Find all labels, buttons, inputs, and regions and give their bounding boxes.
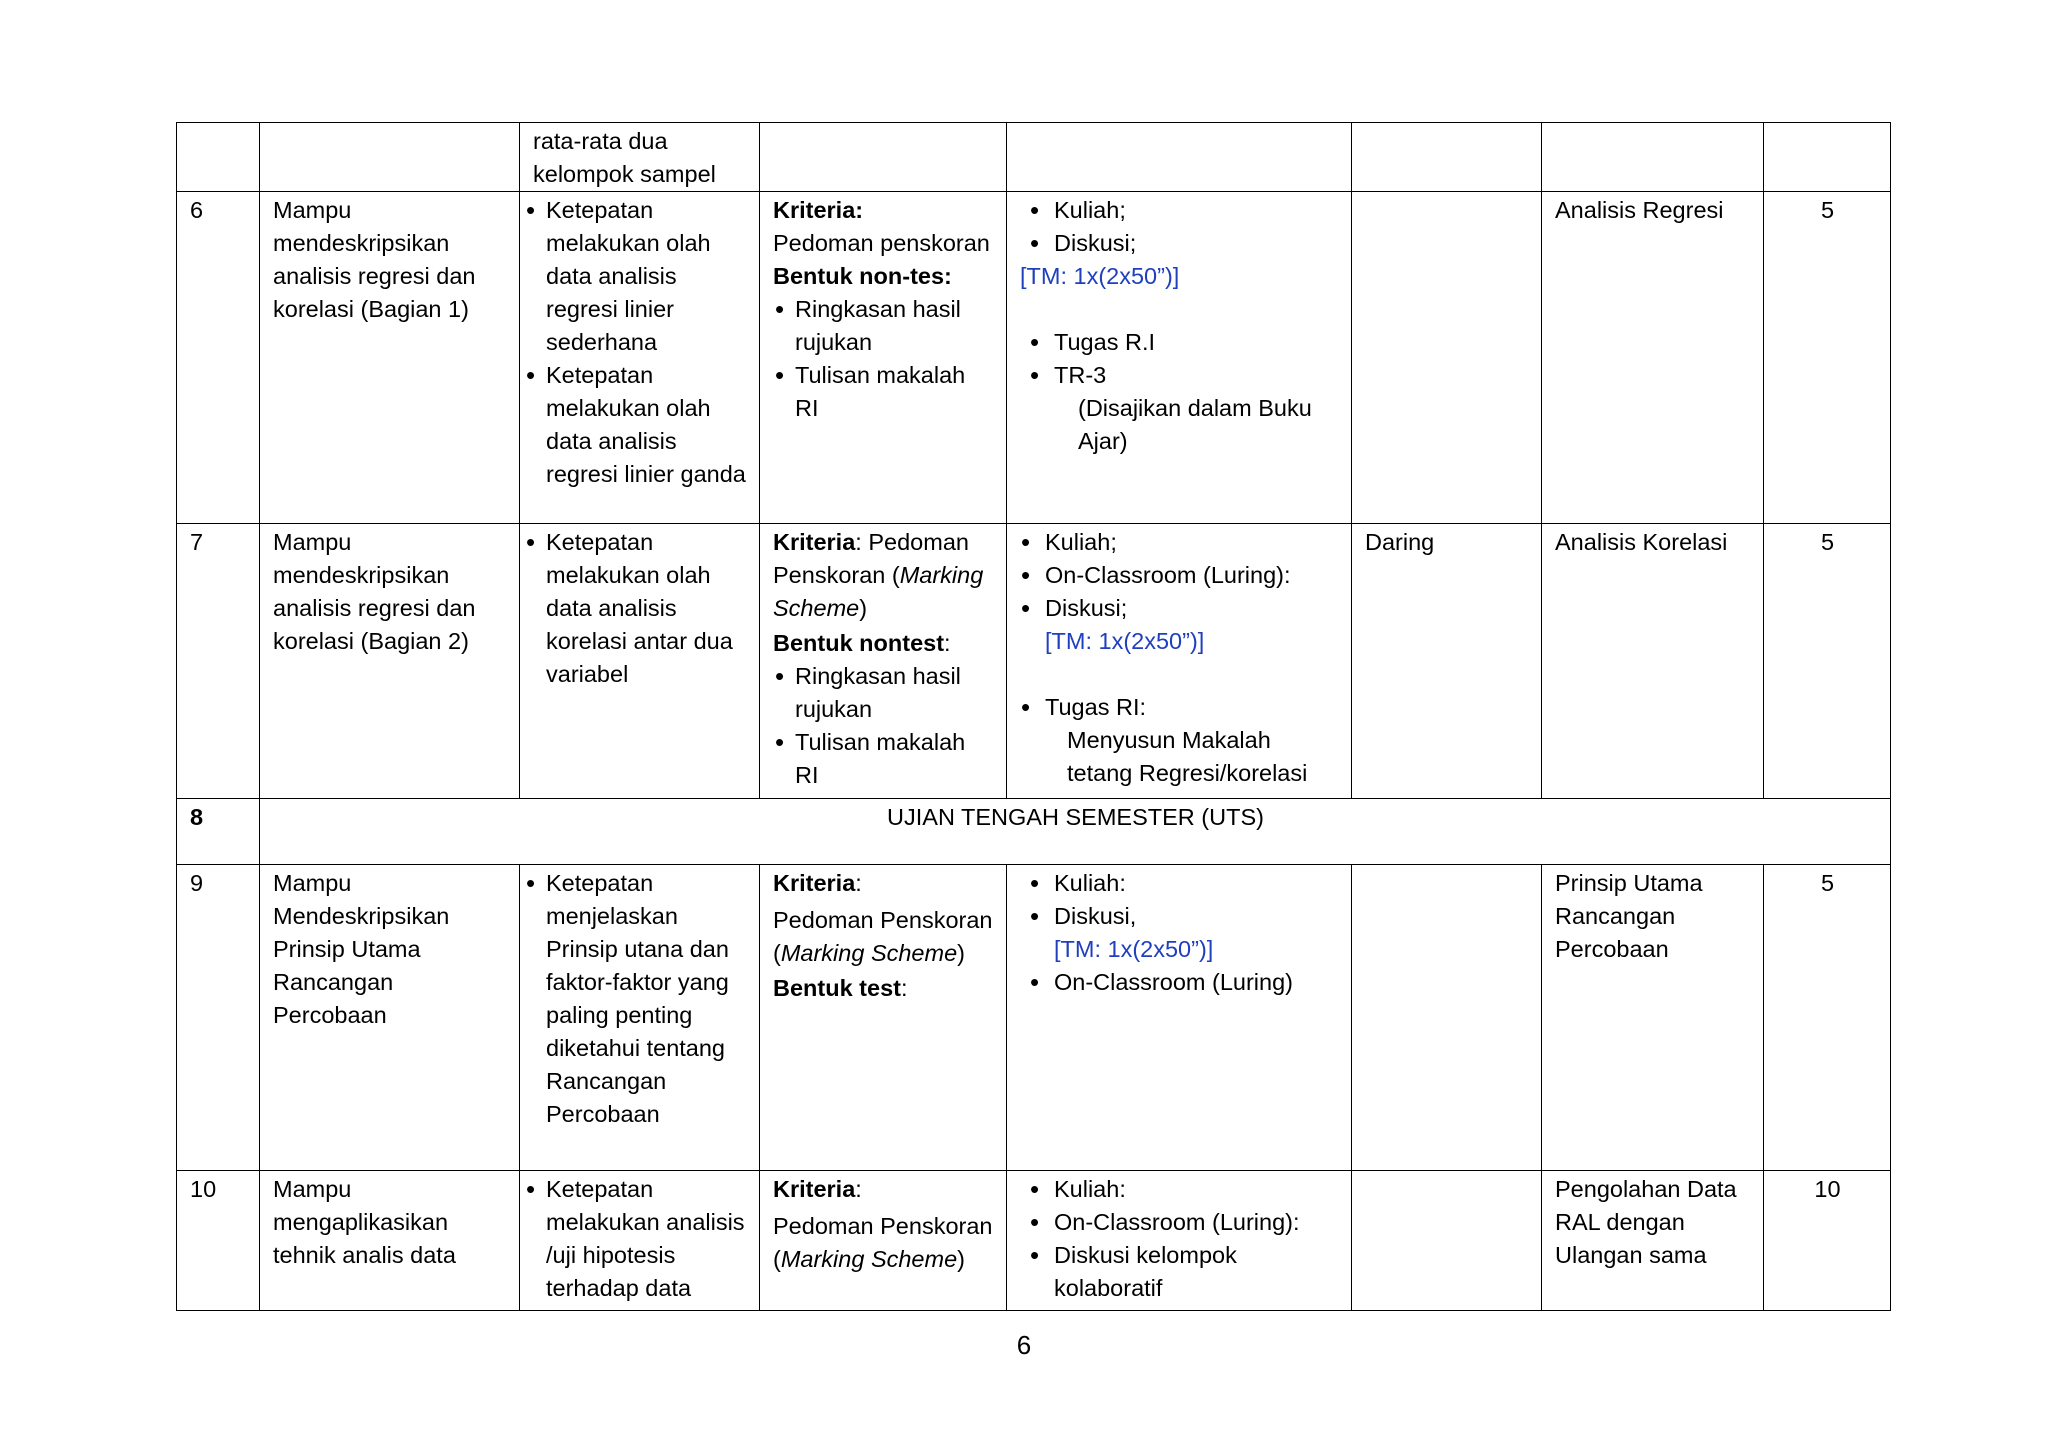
materi-cell: Pengolahan Data RAL dengan Ulangan sama xyxy=(1542,1171,1764,1311)
indikator-text: rata-rata dua kelompok sampel xyxy=(533,128,716,187)
bobot-cell: 5 xyxy=(1764,865,1891,1171)
kriteria-cell xyxy=(760,1171,1007,1311)
kriteria-label: Kriteria: xyxy=(773,1176,862,1202)
table-row xyxy=(177,123,1891,192)
materi-cell: Prinsip Utama Rancangan Percobaan xyxy=(1542,865,1764,1171)
metode-cell xyxy=(1007,865,1352,1171)
list-item: • Diskusi kelompok kolaboratif xyxy=(1020,1239,1339,1305)
table-row xyxy=(177,192,1891,524)
table-row xyxy=(177,799,1891,865)
metode-cell xyxy=(1007,1171,1352,1311)
list-item: • Tulisan makalah RI xyxy=(773,726,994,792)
tugas-note: (Disajikan dalam Buku Ajar) xyxy=(1078,395,1312,454)
tm-text: [TM: 1x(2x50”)] xyxy=(1054,936,1214,962)
week-cell: 6 xyxy=(177,192,260,524)
list-item: • Tugas RI: xyxy=(1011,691,1339,724)
kemampuan-cell: Mampu mengaplikasikan tehnik analis data xyxy=(260,1171,520,1311)
list-item: • Ringkasan hasil rujukan xyxy=(773,293,994,359)
week-cell: 9 xyxy=(177,865,260,1171)
week-cell xyxy=(177,123,260,192)
list-item: • Diskusi; xyxy=(1011,592,1339,625)
list-item: • Kuliah: xyxy=(1020,867,1339,900)
uts-label: UJIAN TENGAH SEMESTER (UTS) xyxy=(260,799,1891,865)
list-item: • Tulisan makalah RI xyxy=(773,359,994,425)
metode-cell xyxy=(1007,123,1352,192)
daring-cell: Daring xyxy=(1352,524,1542,799)
list-item: • Kuliah: xyxy=(1020,1173,1339,1206)
tugas-note: Menyusun Makalah tetang Regresi/korelasi xyxy=(1067,727,1308,786)
rps-table xyxy=(176,122,1891,1311)
week-cell: 10 xyxy=(177,1171,260,1311)
indikator-cell xyxy=(520,123,760,192)
indikator-cell xyxy=(520,1171,760,1311)
kemampuan-cell: Mampu mendeskripsikan analisis regresi dan korelasi (Bagian 2) xyxy=(260,524,520,799)
kriteria-text: Kriteria: Pedoman Penskoran (Marking Scheme) xyxy=(773,529,984,621)
kriteria-text: Pedoman Penskoran (Marking Scheme) xyxy=(773,907,993,966)
bobot-cell: 5 xyxy=(1764,524,1891,799)
table-row xyxy=(177,1171,1891,1311)
kemampuan-cell xyxy=(260,123,520,192)
bentuk-label: Bentuk non-tes: xyxy=(773,263,952,289)
bentuk-label: Bentuk test: xyxy=(773,975,908,1001)
daring-cell xyxy=(1352,192,1542,524)
indikator-cell xyxy=(520,524,760,799)
list-item: • Ketepatan melakukan olah data analisis regresi linier sederhana xyxy=(524,194,747,359)
kriteria-text: Pedoman Penskoran (Marking Scheme) xyxy=(773,1213,993,1272)
list-item: • Ketepatan menjelaskan Prinsip utana dan faktor-faktor yang paling penting diketahui tentang Rancangan Percobaan xyxy=(524,867,747,1131)
list-item: • Diskusi, xyxy=(1020,900,1339,933)
kemampuan-cell: Mampu Mendeskripsikan Prinsip Utama Rancangan Percobaan xyxy=(260,865,520,1171)
daring-cell xyxy=(1352,865,1542,1171)
bobot-cell: 5 xyxy=(1764,192,1891,524)
daring-cell xyxy=(1352,1171,1542,1311)
kemampuan-cell: Mampu mendeskripsikan analisis regresi dan korelasi (Bagian 1) xyxy=(260,192,520,524)
list-item: • Ketepatan melakukan analisis /uji hipotesis terhadap data xyxy=(524,1173,747,1305)
kriteria-label: Kriteria: xyxy=(773,870,862,896)
metode-cell xyxy=(1007,192,1352,524)
indikator-cell xyxy=(520,192,760,524)
week-cell: 8 xyxy=(177,799,260,865)
kriteria-text: Pedoman penskoran xyxy=(773,230,990,256)
materi-cell xyxy=(1542,123,1764,192)
bentuk-label: Bentuk nontest: xyxy=(773,630,951,656)
week-cell: 7 xyxy=(177,524,260,799)
table-row xyxy=(177,524,1891,799)
list-item: • Ketepatan melakukan olah data analisis regresi linier ganda xyxy=(524,359,747,491)
metode-cell xyxy=(1007,524,1352,799)
list-item: • On-Classroom (Luring): xyxy=(1020,1206,1339,1239)
list-item: • On-Classroom (Luring): xyxy=(1011,559,1339,592)
list-item: • On-Classroom (Luring) xyxy=(1020,966,1339,999)
bobot-cell xyxy=(1764,123,1891,192)
list-item: • Ringkasan hasil rujukan xyxy=(773,660,994,726)
kriteria-cell xyxy=(760,123,1007,192)
kriteria-cell xyxy=(760,192,1007,524)
kriteria-cell xyxy=(760,865,1007,1171)
daring-cell xyxy=(1352,123,1542,192)
list-item: • Kuliah; xyxy=(1011,526,1339,559)
list-item: • Kuliah; xyxy=(1020,194,1339,227)
indikator-cell xyxy=(520,865,760,1171)
tm-text: [TM: 1x(2x50”)] xyxy=(1020,263,1180,289)
list-item: • TR-3 xyxy=(1020,359,1339,392)
list-item: • Tugas R.I xyxy=(1020,326,1339,359)
list-item: • Ketepatan melakukan olah data analisis korelasi antar dua variabel xyxy=(524,526,747,691)
materi-cell: Analisis Korelasi xyxy=(1542,524,1764,799)
tm-text: [TM: 1x(2x50”)] xyxy=(1045,628,1205,654)
table-row xyxy=(177,865,1891,1171)
page-number: 6 xyxy=(1016,1330,1032,1360)
materi-cell: Analisis Regresi xyxy=(1542,192,1764,524)
kriteria-label: Kriteria: xyxy=(773,197,864,223)
kriteria-cell xyxy=(760,524,1007,799)
list-item: • Diskusi; xyxy=(1020,227,1339,260)
bobot-cell: 10 xyxy=(1764,1171,1891,1311)
